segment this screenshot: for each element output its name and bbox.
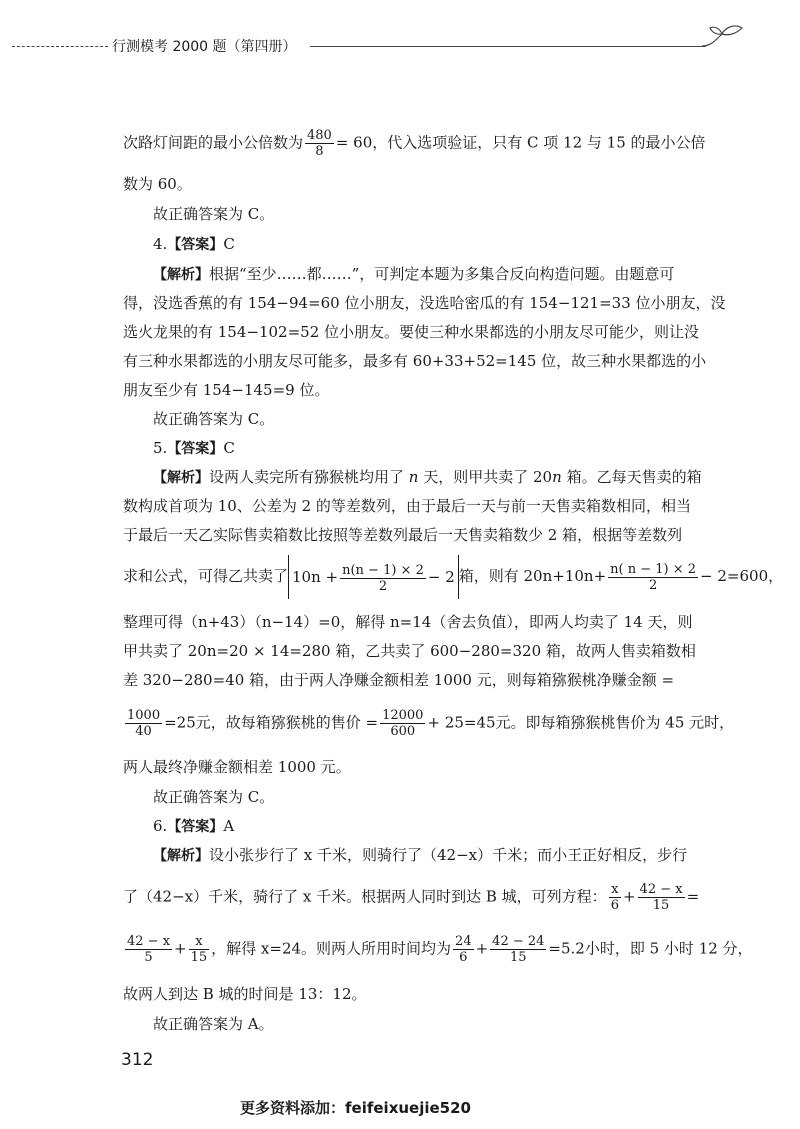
q5-explanation-line-5: 整理可得（n+43）（n−14）=0，解得 n=14（舍去负值），即两人均卖了 14 天，则 bbox=[123, 613, 693, 631]
q5-answer-line: 5.【答案】C bbox=[153, 439, 235, 457]
sprout-icon bbox=[700, 24, 746, 54]
header-rule-left bbox=[12, 46, 108, 47]
q3-line-1: 次路灯间距的最小公倍数为 $\frac{480}{8}$ = 60，代入选项验证，只有 C 项 12 与 15 的最小公倍 bbox=[123, 128, 706, 159]
footer-note: 更多资料添加：feifeixuejie520 bbox=[240, 1099, 471, 1117]
fraction: $\frac{42 - x}{15}$ bbox=[639, 882, 683, 913]
q4-explanation-line-5: 朋友至少有 154−145=9 位。 bbox=[123, 381, 330, 399]
fraction: $\frac{n( n - 1) \times 2}{2}$ bbox=[610, 561, 697, 593]
q5-explanation-line-1: 【解析】设两人卖完所有猕猴桃均用了 n 天，则甲共卖了 20n 箱。乙每天售卖的箱 bbox=[153, 468, 702, 486]
q4-explanation-line-3: 选火龙果的有 154−102=52 位小朋友。要使三种水果都选的小朋友尽可能少，则让没 bbox=[123, 323, 700, 341]
q6-explanation-line-3: $\frac{42 - x}{5}$ + $\frac{x}{15}$ ，解得 x=24。则两人所用时间均为 $\frac{24}{6}$ + $\frac{42 - 24}{15}$ =5.2小时，即 5 小时 12 分， bbox=[127, 934, 753, 965]
fraction: $\frac{42 - 24}{15}$ bbox=[492, 934, 545, 965]
q5-explanation-line-3: 于最后一天乙实际售卖箱数比按照等差数列最后一天售卖箱数少 2 箱，根据等差数列 bbox=[123, 526, 683, 544]
fraction: $\frac{42 - x}{5}$ bbox=[127, 934, 171, 965]
fraction: $\frac{1000}{40}$ bbox=[127, 708, 161, 739]
q4-explanation-line-4: 有三种水果都选的小朋友尽可能多，最多有 60+33+52=145 位，故三种水果都选的小 bbox=[123, 352, 707, 370]
bracket-expression: 10n + $\frac{n(n - 1) \times 2}{2}$ − 2 bbox=[288, 555, 459, 599]
fraction: $\frac{480}{8}$ bbox=[307, 128, 332, 159]
q5-conclusion: 故正确答案为 C。 bbox=[153, 788, 275, 806]
fraction: $\frac{24}{6}$ bbox=[455, 934, 472, 965]
q6-explanation-line-2: 了（42−x）千米，骑行了 x 千米。根据两人同时到达 B 城，可列方程： $\frac{x}{6}$ + $\frac{42 - x}{15}$ = bbox=[123, 882, 700, 913]
running-header bbox=[0, 34, 800, 58]
q6-explanation-line-4: 故两人到达 B 城的时间是 13：12。 bbox=[123, 985, 367, 1003]
fraction: $\frac{12000}{600}$ bbox=[382, 708, 424, 739]
q4-explanation-line-2: 得，没选香蕉的有 154−94=60 位小朋友，没选哈密瓜的有 154−121=33 位小朋友，没 bbox=[123, 294, 726, 312]
q6-answer-line: 6.【答案】A bbox=[153, 817, 235, 835]
header-rule-right bbox=[310, 46, 706, 47]
book-title: 行测模考 2000 题（第四册） bbox=[112, 39, 297, 55]
q5-explanation-line-8: $\frac{1000}{40}$ =25元，故每箱猕猴桃的售价 = $\frac{12000}{600}$ + 25=45元。即每箱猕猴桃售价为 45 元时， bbox=[127, 708, 735, 739]
q3-line-2: 数为 60。 bbox=[123, 175, 192, 193]
page-number: 312 bbox=[121, 1050, 154, 1070]
q5-explanation-line-2: 数构成首项为 10、公差为 2 的等差数列，由于最后一天与前一天售卖箱数相同，相当 bbox=[123, 497, 691, 515]
fraction: $\frac{x}{6}$ bbox=[610, 882, 619, 913]
q4-answer-line: 4.【答案】C bbox=[153, 235, 235, 253]
q5-explanation-line-9: 两人最终净赚金额相差 1000 元。 bbox=[123, 758, 351, 776]
q6-explanation-line-1: 【解析】设小张步行了 x 千米，则骑行了（42−x）千米；而小王正好相反，步行 bbox=[153, 846, 688, 864]
q5-explanation-line-7: 差 320−280=40 箱，由于两人净赚金额相差 1000 元，则每箱猕猴桃净赚金额 = bbox=[123, 671, 675, 689]
q4-conclusion: 故正确答案为 C。 bbox=[153, 410, 275, 428]
fraction: $\frac{n(n - 1) \times 2}{2}$ bbox=[342, 562, 424, 594]
fraction: $\frac{x}{15}$ bbox=[190, 934, 208, 965]
q6-conclusion: 故正确答案为 A。 bbox=[153, 1015, 274, 1033]
q3-conclusion: 故正确答案为 C。 bbox=[153, 205, 275, 223]
q4-explanation-line-1: 【解析】根据“至少……都……”，可判定本题为多集合反向构造问题。由题意可 bbox=[153, 265, 675, 283]
q5-explanation-line-6: 甲共卖了 20n=20 × 14=280 箱，乙共卖了 600−280=320 箱，故两人售卖箱数相 bbox=[123, 642, 696, 660]
q5-explanation-line-4: 求和公式，可得乙共卖了 10n + $\frac{n(n - 1) \times 2}{2}$ − 2 箱，则有 20n+10n+ $\frac{n( n - 1) \times 2}{2}$ − 2=600， bbox=[123, 553, 783, 599]
